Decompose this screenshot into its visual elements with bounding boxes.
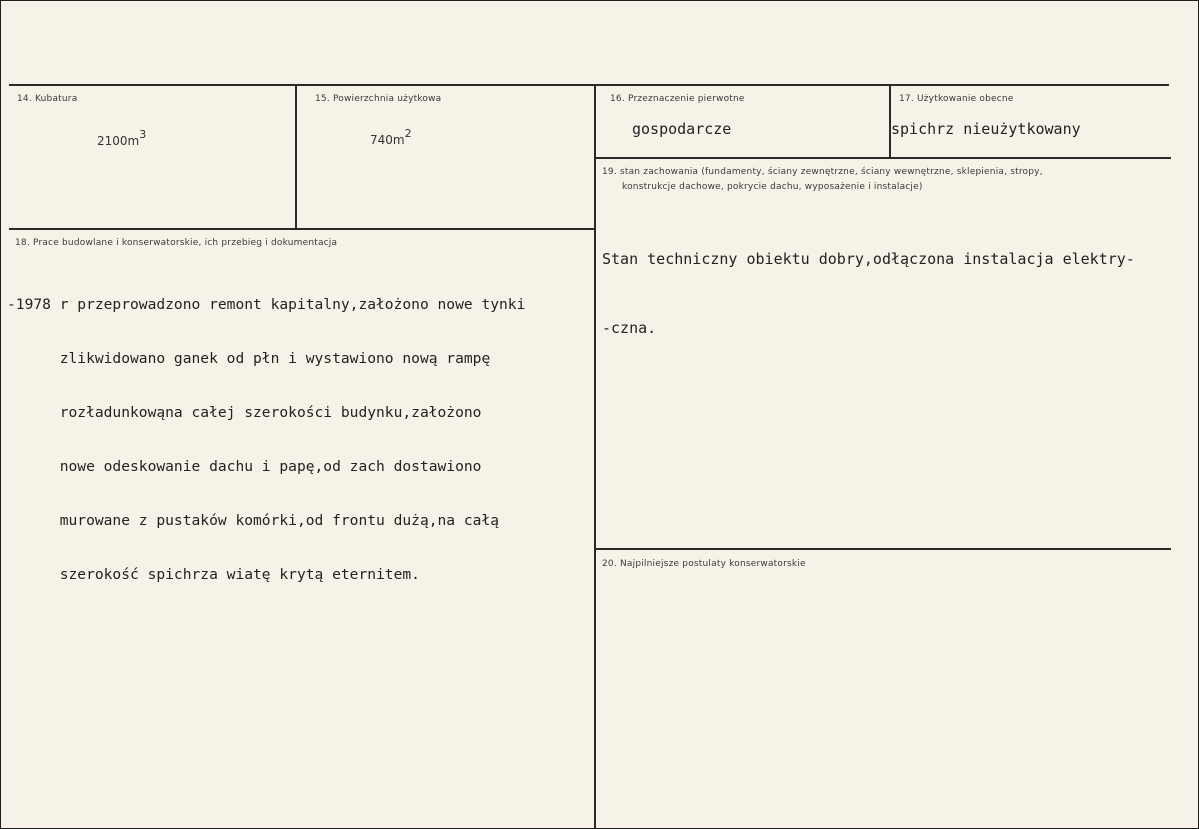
stan-label-line1: 19. stan zachowania (fundamenty, ściany zewnętrzne, ściany wewnętrzne, sklepienia, stropy, [602,167,1043,177]
stan-label-line2: konstrukcje dachowe, pokrycie dachu, wyposażenie i instalacje) [622,182,923,192]
middle-rule-left [9,228,595,230]
postulaty-label: 20. Najpilniejsze postulaty konserwatorskie [602,559,806,569]
przeznaczenie-label: 16. Przeznaczenie pierwotne [610,94,745,104]
prace-line: -1978 r przeprowadzono remont kapitalny,założono nowe tynki [7,296,526,313]
vertical-rule-center [594,85,596,828]
prace-line: murowane z pustaków komórki,od frontu dużą,na całą [7,512,500,529]
prace-text [7,260,525,620]
prace-line: nowe odeskowanie dachu i papę,od zach dostawiono [7,458,482,475]
powierzchnia-value: $740m^2$ [370,127,412,147]
rule-right-under-19 [595,548,1171,550]
prace-line: zlikwidowano ganek od płn i wystawiono nową rampę [7,350,491,367]
prace-line: szerokość spichrza wiatę krytą eternitem. [7,566,420,583]
przeznaczenie-value: gospodarcze [632,120,732,138]
uzytkowanie-label: 17. Użytkowanie obecne [899,94,1014,104]
stan-text [602,202,1135,386]
prace-line: rozładunkowąna całej szerokości budynku,założono [7,404,482,421]
powierzchnia-label: 15. Powierzchnia użytkowa [315,94,442,104]
uzytkowanie-value: spichrz nieużytkowany [891,120,1081,138]
top-rule [9,84,1169,86]
stan-line: -czna. [602,319,657,337]
rule-right-under-17 [595,157,1171,159]
prace-label: 18. Prace budowlane i konserwatorskie, ich przebieg i dokumentacja [15,238,338,248]
kubatura-label: 14. Kubatura [17,94,78,104]
vertical-rule-14-15 [295,85,297,229]
stan-line: Stan techniczny obiektu dobry,odłączona instalacja elektry- [602,250,1135,268]
kubatura-value: $2100m^3$ [97,128,147,148]
